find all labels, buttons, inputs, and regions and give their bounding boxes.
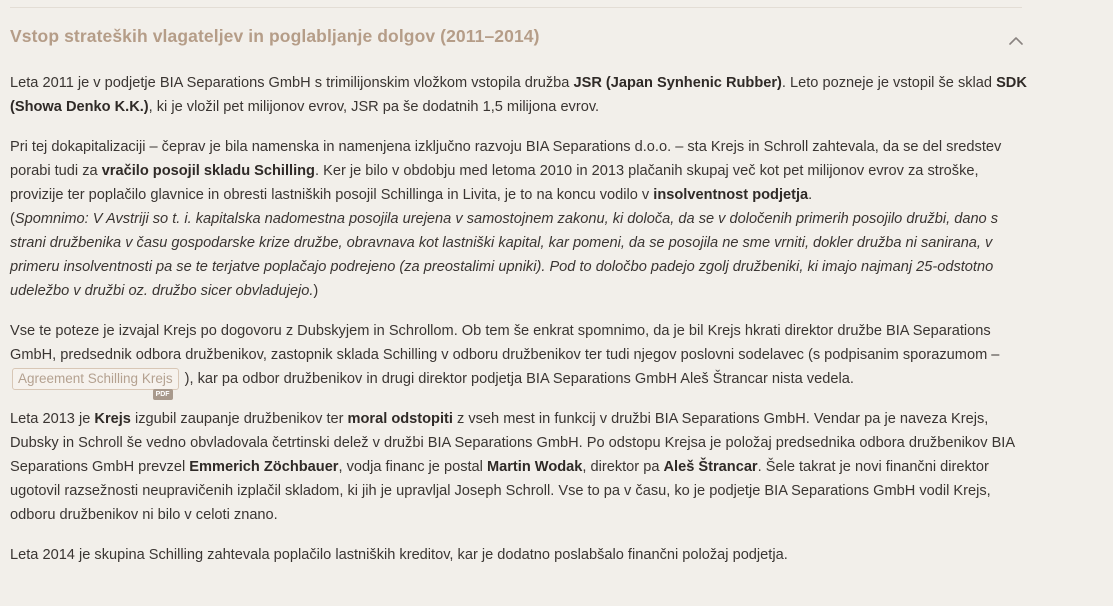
pdf-badge: PDF bbox=[153, 389, 173, 400]
text: izgubil zaupanje družbenikov ter bbox=[130, 411, 348, 427]
chevron-up-icon[interactable] bbox=[1007, 32, 1025, 50]
italic-note: Spomnimo: V Avstriji so t. i. kapitalska nadomestna posojila urejena v samostojnem zakonu, ki določa, da se v določenih primerih posojilo družbi, dano s strani družbenika v času gospodarske krize družbe, obravnava kot lastniški kapital, kar pomeni, da se posojila ne sme vrniti, dokler družba ni sanirana, v primeru insolventnosti pa se te terjatve poplačajo podrejeno (za preostalimi upniki). Pod to določbo padejo zgolj družbeniki, ki imajo najmanj 25-odstotno udeležbo v družbi oz. družbo sicer obvladujejo. bbox=[10, 211, 999, 299]
section-content bbox=[10, 71, 1030, 583]
pdf-attachment-link[interactable] bbox=[12, 368, 179, 398]
section-title[interactable]: Vstop strateških vlagateljev in poglabljanje dolgov (2011–2014) bbox=[10, 26, 540, 46]
text: . Šele takrat je novi finančni direktor ugotovil razsežnosti neupravičenih izplačil skladom, ki jih je upravljal Joseph Schroll. Vse to pa v času, ko je podjetje BIA Separations GmbH vodil Krejs, odboru družbenikov ni bilo v celoti znano. bbox=[10, 459, 991, 523]
text: z vseh mest in funkcij v družbi BIA Separations GmbH. Vendar pa je naveza Krejs, Dubsky in Schroll še vedno obvladovala četrtinski delež v družbi BIA Separations GmbH. Po odstopu Krejsa je položaj predsednika odbora družbenikov BIA Separations GmbH prevzel bbox=[10, 411, 1015, 475]
bold-text: Aleš Štrancar bbox=[663, 459, 758, 475]
paragraph-recapitalization bbox=[10, 135, 1030, 303]
bold-text: JSR (Japan Synhenic Rubber) bbox=[573, 75, 782, 91]
text: . bbox=[808, 187, 813, 203]
paragraph-krejs-role bbox=[10, 319, 1030, 398]
text: ) bbox=[313, 283, 319, 299]
paragraph-2013 bbox=[10, 407, 1030, 527]
accordion-header[interactable] bbox=[10, 26, 1022, 54]
paragraph-investors bbox=[10, 71, 1030, 119]
bold-text: moral odstopiti bbox=[347, 411, 453, 427]
text: Leta 2014 je skupina Schilling zahtevala poplačilo lastniških kreditov, kar je dodatno poslabšalo finančni položaj podjetja. bbox=[10, 547, 788, 563]
text: Leta 2013 je bbox=[10, 411, 95, 427]
bold-text: vračilo posojil skladu Schilling bbox=[101, 163, 315, 179]
divider bbox=[10, 7, 1022, 8]
bold-text: Emmerich Zöchbauer bbox=[189, 459, 339, 475]
text: , direktor pa bbox=[582, 459, 664, 475]
text: ( bbox=[10, 211, 15, 227]
bold-text: insolventnost podjetja bbox=[653, 187, 809, 203]
text: , vodja financ je postal bbox=[338, 459, 487, 475]
bold-text: SDK (Showa Denko K.K.) bbox=[10, 75, 1027, 115]
text: . Ker je bilo v obdobju med letoma 2010 in 2013 plačanih skupaj več kot pet milijonov evrov za stroške, provizije ter poplačilo glavnice in obresti lastniških posojil Schillinga in Livita, je to na koncu vodilo v bbox=[10, 163, 979, 203]
paragraph-2014 bbox=[10, 543, 1030, 567]
text: . Leto pozneje je vstopil še sklad bbox=[781, 75, 997, 91]
attachment-label[interactable]: Agreement Schilling Krejs bbox=[18, 371, 173, 386]
text: Leta 2011 je v podjetje BIA Separations GmbH s trimilijonskim vložkom vstopila družba bbox=[10, 75, 574, 91]
text: Pri tej dokapitalizaciji – čeprav je bila namenska in namenjena izključno razvoju BIA Separations d.o.o. – sta Krejs in Schroll zahtevala, da se del sredstev porabi tudi za bbox=[10, 139, 1002, 179]
text: Vse te poteze je izvajal Krejs po dogovoru z Dubskyjem in Schrollom. Ob tem še enkrat spomnimo, da je bil Krejs hkrati direktor družbe BIA Separations GmbH, predsednik odbora družbenikov, zastopnik sklada Schilling v odboru družbenikov ter tudi njegov poslovni sodelavec (s podpisanim sporazumom – bbox=[10, 323, 1000, 363]
text: , ki je vložil pet milijonov evrov, JSR pa še dodatnih 1,5 milijona evrov. bbox=[148, 99, 600, 115]
text: ), kar pa odbor družbenikov in drugi direktor podjetja BIA Separations GmbH Aleš Štrancar nista vedela. bbox=[180, 371, 854, 387]
bold-text: Krejs bbox=[94, 411, 131, 427]
bold-text: Martin Wodak bbox=[486, 459, 583, 475]
